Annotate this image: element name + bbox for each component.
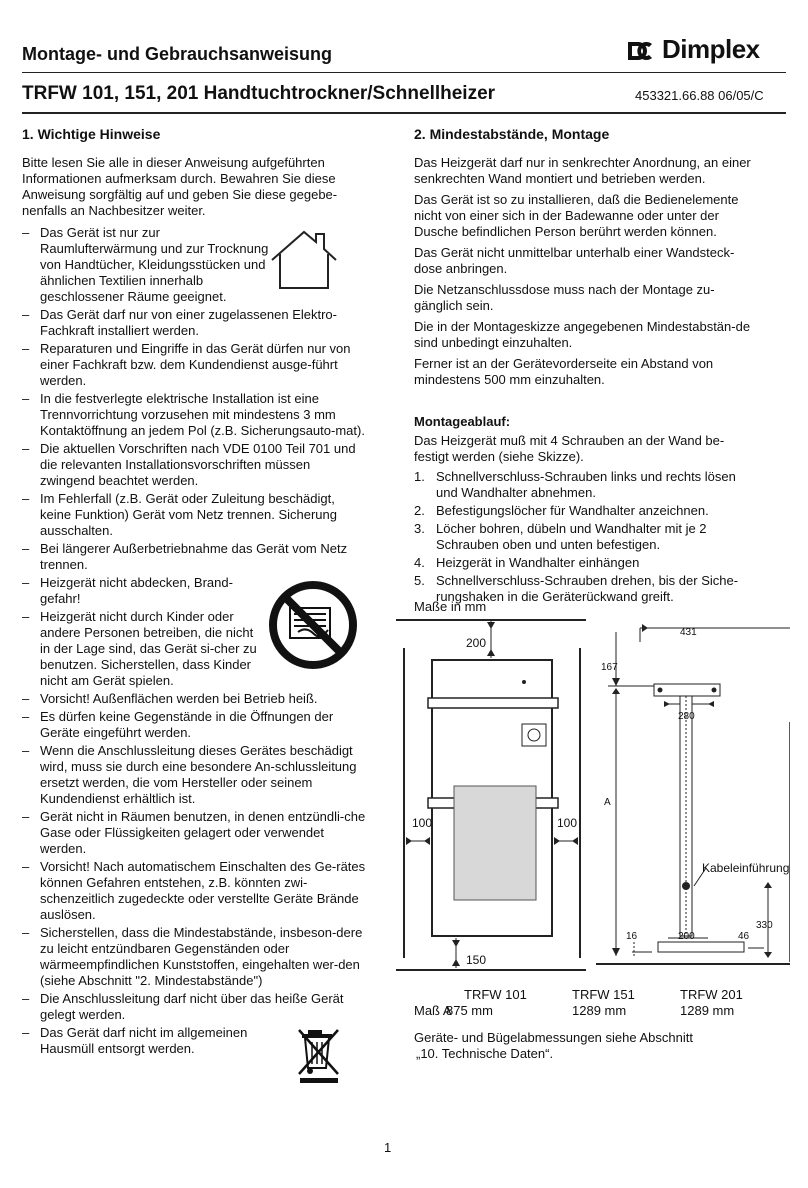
paragraph: Das Heizgerät darf nur in senkrechter Anordnung, an einer senkrechten Wand montiert und betrieben werden. — [414, 155, 751, 186]
cable-entry-label: Kabeleinführung — [702, 861, 790, 875]
page-title: TRFW 101, 151, 201 Handtuchtrockner/Schnellheizer — [22, 83, 496, 104]
footnote-line: Geräte- und Bügelabmessungen siehe Abschnitt — [414, 1030, 693, 1045]
step-item: 1. Schnellverschluss-Schrauben links und rechts lösen und Wandhalter abnehmen. — [414, 469, 736, 500]
list-item: – Es dürfen keine Gegenstände in die Öffnungen der Geräte eingeführt werden. — [22, 709, 367, 741]
dim-a: A — [604, 797, 611, 808]
paragraph: Die Netzanschlussdose muss nach der Montage zu-gänglich sein. — [414, 282, 715, 313]
footnote — [414, 1030, 693, 1062]
table-header: TRFW 201 — [680, 987, 743, 1002]
list-item: – Sicherstellen, dass die Mindestabstände, insbeson-dere zu leicht entzündbaren Gegenständen oder wärmeempfindlichen Kunststoffen, eingehalten wer-den (siehe Abschnitt "2. Mindestabstände") — [22, 925, 367, 989]
step-item: 5. Schnellverschluss-Schrauben drehen, bis der Siche-rungshaken in die Geräterückwand greift. — [414, 573, 739, 604]
list-item: – Vorsicht! Außenflächen werden bei Betrieb heiß. — [22, 691, 367, 707]
list-item: – In die festverlegte elektrische Installation ist eine Trennvorrichtung vorzusehen mit mindestens 3 mm Kontaktöffnung an jedem Pol (z.B. Sicherungsauto-mat). — [22, 391, 367, 439]
table-cell: 1289 mm — [680, 1003, 735, 1018]
title-rule — [22, 112, 786, 114]
list-item: – Bei längerer Außerbetriebnahme das Gerät vom Netz trennen. — [22, 541, 367, 573]
do-not-cover-icon — [268, 580, 358, 670]
paragraph: Ferner ist an der Gerätevorderseite ein Abstand von mindestens 500 mm einzuhalten. — [414, 356, 714, 387]
list-item: – Das Gerät ist nur zur Raumlufterwärmung und zur Trocknung von Handtücher, Kleidungsstücken und ähnlichen Textilien innerhalb geschlossener Räume geeignet. — [22, 225, 272, 305]
table-header: TRFW 151 — [572, 987, 635, 1002]
step-item: 4. Heizgerät in Wandhalter einhängen — [414, 555, 640, 570]
brand-logo — [626, 34, 788, 73]
mounting-diagram — [396, 612, 790, 982]
intro-paragraph: Bitte lesen Sie alle in dieser Anweisung aufgeführten Informationen aufmerksam durch. Bewahren Sie diese Anweisung sorgfältig auf und geben Sie diese gegebe-nenfalls an Nachbesitzer weiter. — [22, 155, 338, 218]
header-rule — [22, 72, 786, 73]
dim-left: 100 — [412, 816, 433, 830]
dim-top: 200 — [466, 636, 487, 650]
units-label: Maße in mm — [414, 599, 487, 614]
house-icon — [268, 228, 340, 292]
doc-reference: 453321.66.88 06/05/C — [635, 88, 764, 103]
dim-right: 100 — [557, 816, 578, 830]
step-item: 2. Befestigungslöcher für Wandhalter anzeichnen. — [414, 503, 709, 518]
list-item: – Gerät nicht in Räumen benutzen, in denen entzündli-che Gase oder Flüssigkeiten gelagert oder verwendet werden. — [22, 809, 367, 857]
footnote-line: „10. Technische Daten“. — [416, 1046, 554, 1061]
dim-167: 167 — [601, 662, 618, 673]
paragraph: Das Gerät ist so zu installieren, daß die Bedienelemente nicht von einer sich in der Badewanne oder unter der Dusche befindlichen Person berührt werden können. — [414, 192, 739, 239]
table-cell: 875 mm — [446, 1003, 493, 1018]
mounting-heading: Montageablauf: — [414, 414, 511, 429]
dim-280: 280 — [678, 711, 695, 722]
dimension-table — [414, 987, 794, 1019]
section-heading: 2. Mindestabstände, Montage — [414, 126, 610, 142]
list-item: – Das Gerät darf nicht im allgemeinen Hausmüll entsorgt werden. — [22, 1025, 262, 1057]
table-header: TRFW 101 — [464, 987, 527, 1002]
dim-46: 46 — [738, 931, 750, 942]
dim-200: 200 — [678, 931, 695, 942]
list-item: – Reparaturen und Eingriffe in das Gerät dürfen nur von einer Fachkraft bzw. dem Kundendienst ausge-führt werden. — [22, 341, 367, 389]
mounting-steps — [414, 469, 754, 605]
table-row-label: Maß A — [414, 1003, 452, 1018]
list-item: – Heizgerät nicht durch Kinder oder andere Personen betreiben, die nicht in der Lage sind, das Gerät si-cher zu benutzen. Sicherstellen, dass Kinder nicht am Gerät spielen. — [22, 609, 265, 689]
dim-width: 431 — [680, 627, 697, 638]
list-item: – Die aktuellen Vorschriften nach VDE 0100 Teil 701 und die relevanten Installationsvorschriften müssen zwingend beachtet werden. — [22, 441, 367, 489]
brand-name: Dimplex — [662, 34, 760, 64]
list-item: – Das Gerät darf nur von einer zugelassenen Elektro-Fachkraft installiert werden. — [22, 307, 367, 339]
list-item: – Vorsicht! Nach automatischem Einschalten des Ge-rätes können Gefahren entstehen, z.B. könnten zwi-schenzeitlich zugedeckte oder verstellte Geräte Brände auslösen. — [22, 859, 367, 923]
doc-type-title: Montage- und Gebrauchsanweisung — [22, 44, 333, 64]
page-number: 1 — [384, 1140, 392, 1155]
dim-330: 330 — [756, 920, 773, 931]
mounting-intro: Das Heizgerät muß mit 4 Schrauben an der Wand be-festigt werden (siehe Skizze). — [414, 433, 725, 464]
list-item: – Heizgerät nicht abdecken, Brand-gefahr! — [22, 575, 262, 607]
paragraph: Das Gerät nicht unmittelbar unterhalb einer Wandsteck-dose anbringen. — [414, 245, 735, 276]
dim-bottom: 150 — [466, 953, 487, 967]
section-clearances-mounting — [414, 126, 754, 607]
table-cell: 1289 mm — [572, 1003, 627, 1018]
list-item: – Wenn die Anschlussleitung dieses Gerätes beschädigt wird, muss sie durch eine besondere An-schlussleitung ersetzt werden, die vom Hersteller oder seinem Kundendienst erhältlich ist. — [22, 743, 367, 807]
list-item: – Im Fehlerfall (z.B. Gerät oder Zuleitung beschädigt, keine Funktion) Gerät vom Netz trennen. Sicherung ausschalten. — [22, 491, 367, 539]
crossed-bin-icon — [296, 1024, 346, 1086]
section-heading: 1. Wichtige Hinweise — [22, 126, 161, 142]
dim-16: 16 — [626, 931, 638, 942]
paragraph: Die in der Montageskizze angegebenen Mindestabstän-de sind unbedingt einzuhalten. — [414, 319, 751, 350]
list-item: – Die Anschlussleitung darf nicht über das heiße Gerät gelegt werden. — [22, 991, 367, 1023]
step-item: 3. Löcher bohren, dübeln und Wandhalter mit je 2 Schrauben oben und unten befestigen. — [414, 521, 707, 552]
